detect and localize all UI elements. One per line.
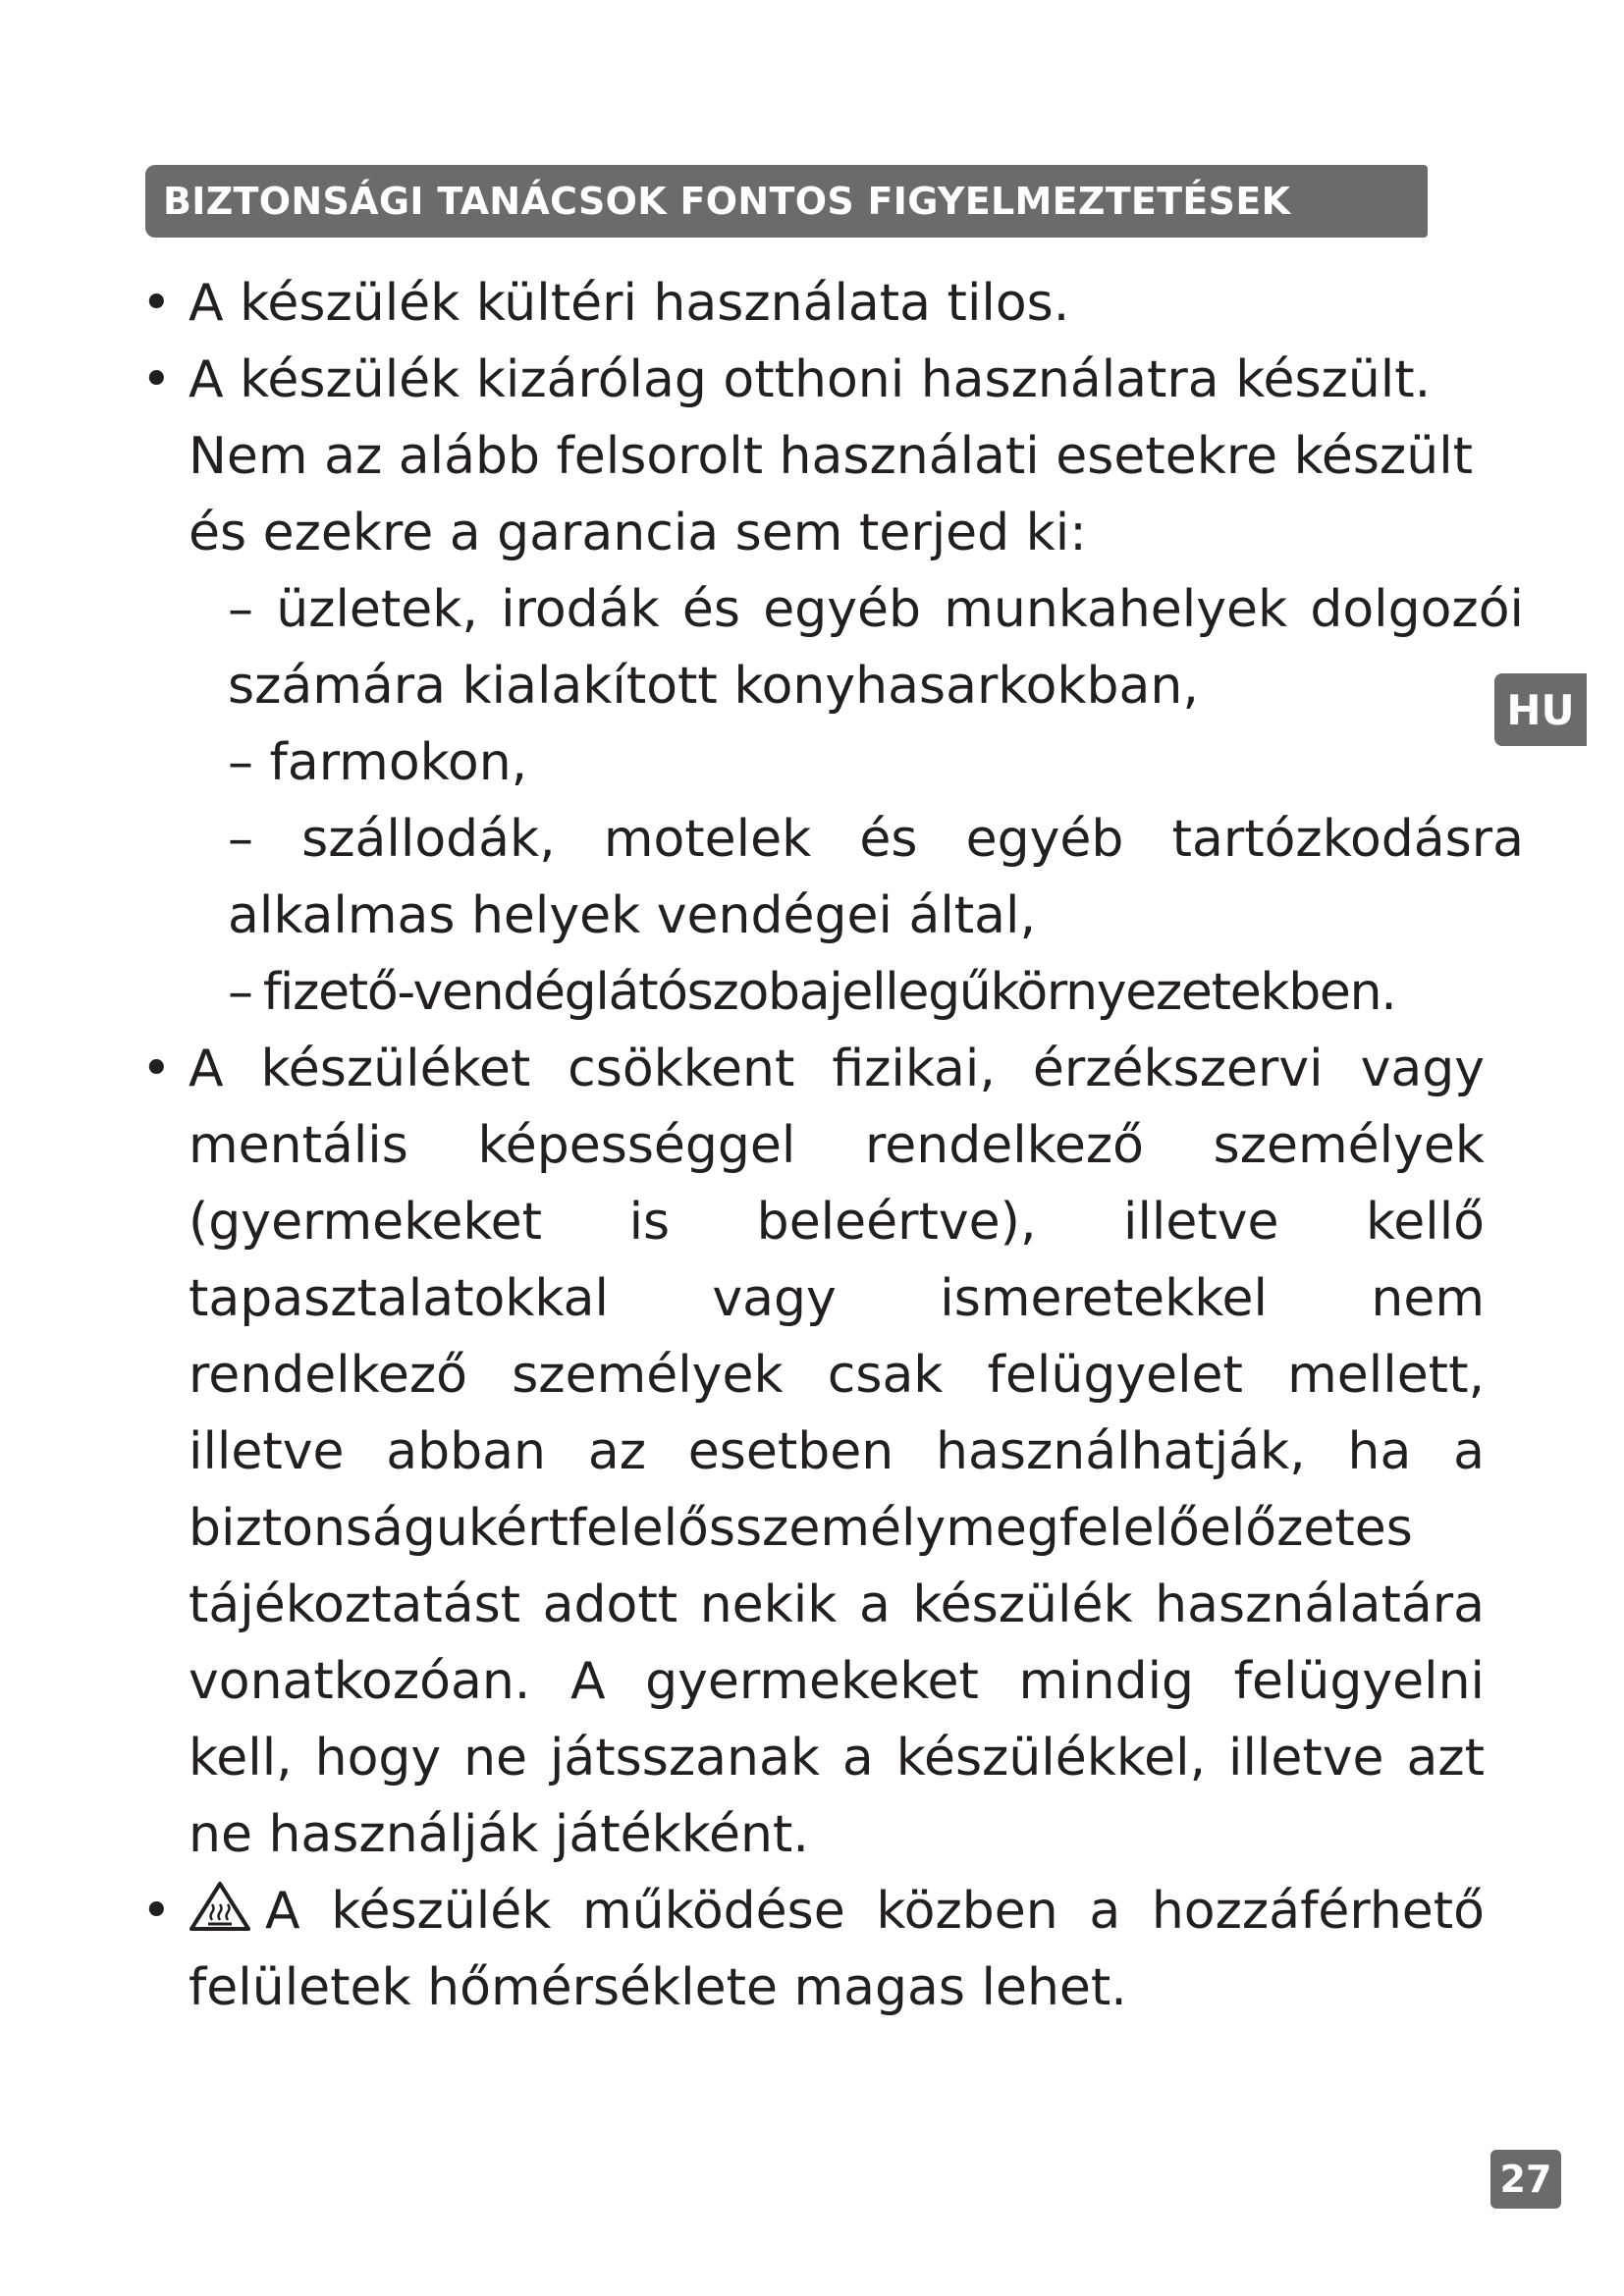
list-item [141, 1031, 1494, 1873]
excluded-use-item: – fizető-vendéglátószobajellegűkörnyezetekben. [228, 963, 1396, 1022]
excluded-use-item: – üzletek, irodák és egyéb munkahelyek dolgozói számára kialakított konyhasarkokban, [228, 580, 1524, 716]
safety-instructions [141, 265, 1524, 2026]
hot-surface-warning-icon [189, 1881, 251, 1932]
excluded-uses-list [189, 571, 1524, 1031]
page-number [1490, 2150, 1561, 2209]
list-item [141, 342, 1524, 1031]
excluded-use-item: – farmokon, [228, 733, 528, 792]
bullet-marker: • [141, 1882, 172, 1941]
excluded-use-item: – szállodák, motelek és egyéb tartózkodásra alkalmas helyek vendégei által, [228, 810, 1524, 945]
section-header [145, 165, 1428, 238]
bullet-list [141, 265, 1524, 2026]
section-title: BIZTONSÁGI TANÁCSOK FONTOS FIGYELMEZTETÉSEK [163, 180, 1291, 223]
bullet-marker: • [141, 350, 172, 409]
bullet-marker: • [141, 274, 172, 333]
supervision-text: A készüléket csökkent fizikai, érzékszervi vagy mentális képességgel rendelkező személyek (gyermekeket is beleértve), illetve kellő tapasztalatokkal vagy ismeretekkel nem rendelkező személyek csak felügyelet mellett, illetve abban az esetben használhatják, ha a biztonságukértfelelősszemélymegfelelőelőzetes tájékoztatást adott nekik a készülék használatára vonatkozóan. A gyermekeket mindig felügyelni kell, hogy ne játsszanak a készülékkel, illetve azt ne használják játékként. [189, 1040, 1485, 1864]
list-item [141, 265, 1494, 342]
hot-surface-paragraph [189, 1873, 1485, 2026]
page-number-label: 27 [1499, 2158, 1552, 2201]
household-use-text: A készülék kizárólag otthoni használatra készült. Nem az alább felsorolt használati esetekre készült és ezekre a garancia sem terjed ki: [189, 350, 1474, 562]
language-label: HU [1506, 685, 1575, 734]
bullet-marker: • [141, 1040, 172, 1098]
hot-surface-text: A készülék működése közben a hozzáférhető felületek hőmérséklete magas lehet. [189, 1882, 1485, 2017]
outdoor-use-text: A készülék kültéri használata tilos. [189, 274, 1070, 333]
list-item [141, 1873, 1494, 2026]
